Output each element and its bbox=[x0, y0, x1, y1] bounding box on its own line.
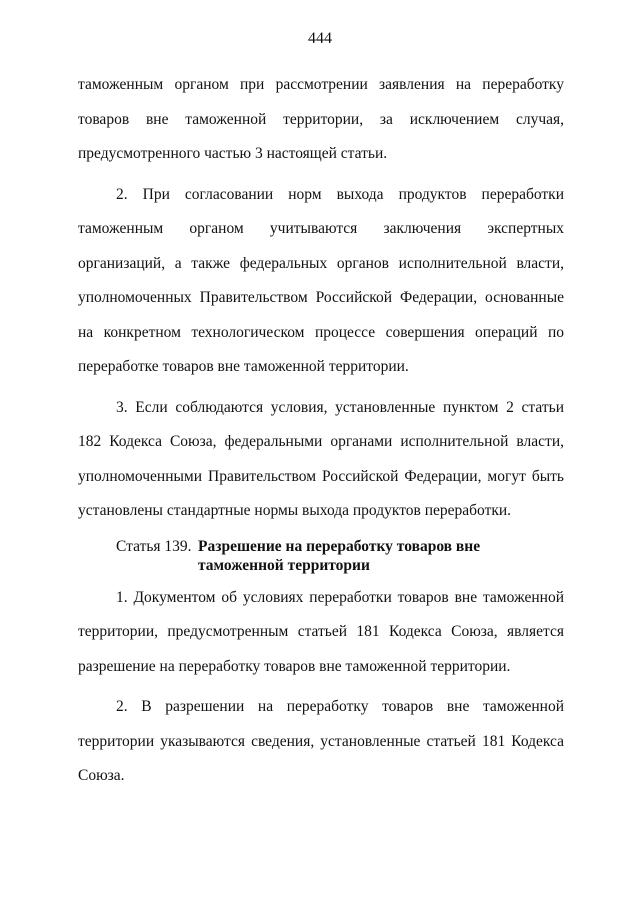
paragraph-item-2: 2. При согласовании норм выхода продуктов переработки таможенным органом учитываются заключения экспертных организаций, а также федеральных органов исполнительной власти, уполномоченных Правительством Российской Федерации, основанные на конкретном технологическом процессе совершения операций по переработке товаров вне таможенной территории. bbox=[78, 185, 564, 375]
article-paragraph-1: 1. Документом об условиях переработки товаров вне таможенной территории, предусмотренным статьей 181 Кодекса Союза, является разрешение на переработку товаров вне таможенной территории. bbox=[78, 588, 564, 675]
article-title: Разрешение на переработку товаров вне таможенной территории bbox=[198, 537, 481, 574]
article-heading bbox=[78, 537, 564, 575]
paragraph-continuation: таможенным органом при рассмотрении заявления на переработку товаров вне таможенной территории, за исключением случая, предусмотренного частью 3 настоящей статьи. bbox=[78, 76, 564, 162]
article-paragraph-2: 2. В разрешении на переработку товаров вне таможенной территории указываются сведения, установленные статьей 181 Кодекса Союза. bbox=[78, 698, 564, 784]
paragraph-item-3: 3. Если соблюдаются условия, установленные пунктом 2 статьи 182 Кодекса Союза, федеральными органами исполнительной власти, уполномоченными Правительством Российской Федерации, могут быть установлены стандартные нормы выхода продуктов переработки. bbox=[78, 398, 564, 519]
article-number: Статья 139. bbox=[116, 537, 192, 555]
document-body bbox=[78, 68, 564, 794]
page-number: 444 bbox=[308, 30, 332, 47]
